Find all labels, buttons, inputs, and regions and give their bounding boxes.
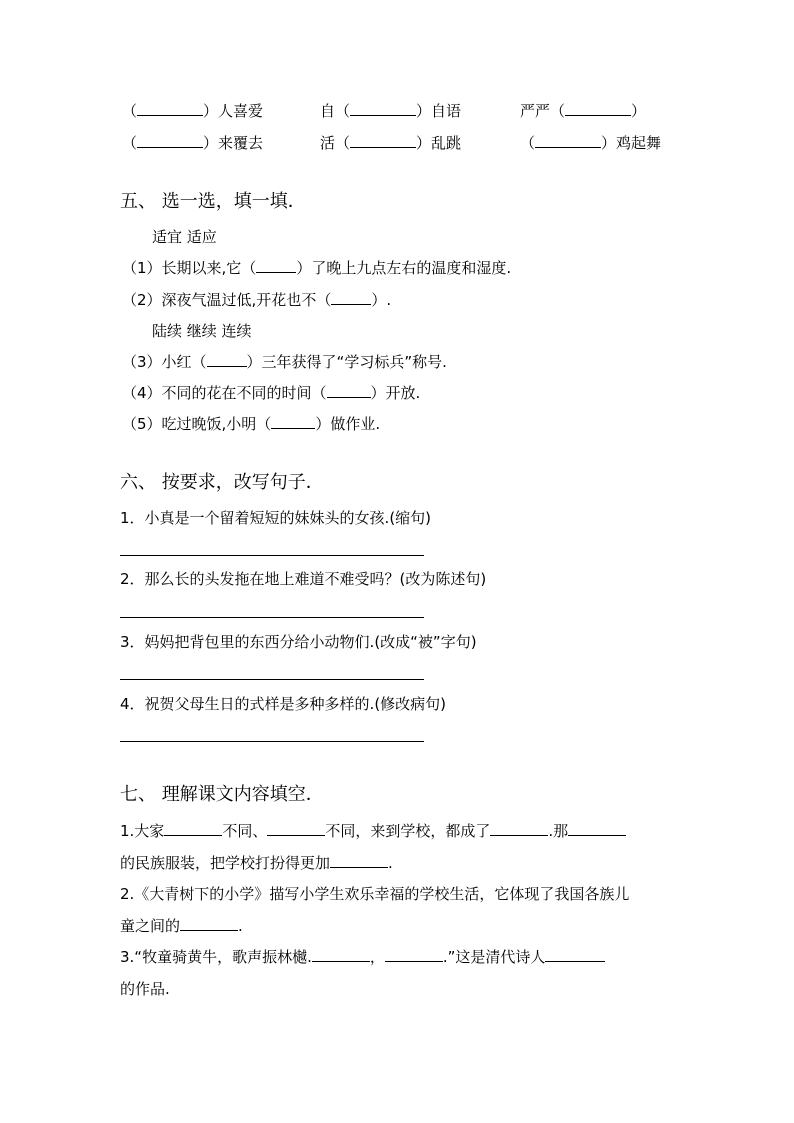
section-7-title: 七、 理解课文内容填空． xyxy=(120,784,324,805)
answer-blank[interactable] xyxy=(568,821,626,836)
question-text: ）三年获得了“学习标兵”称号. xyxy=(246,353,447,371)
question-text: .那 xyxy=(548,822,569,840)
question-text: （2）深夜气温过低,开花也不（ xyxy=(122,291,332,309)
section-5-title: 五、 选一选，填一填． xyxy=(120,191,306,212)
question-7-3-line-2: 的作品. xyxy=(120,980,170,998)
question-text: . xyxy=(388,854,393,872)
question-7-2-line-1: 2.《大青树下的小学》描写小学生欢乐幸福的学校生活，它体现了我国各族儿 xyxy=(120,885,630,903)
question-6-1: 1．小真是一个留着短短的妹妹头的女孩.(缩句) xyxy=(120,509,432,527)
answer-blank[interactable] xyxy=(565,101,631,116)
question-5-5 xyxy=(122,414,380,434)
question-text: （1）长期以来,它（ xyxy=(122,259,257,277)
question-text: .”这是清代诗人 xyxy=(442,948,546,966)
question-text: 1.大家 xyxy=(120,822,165,840)
idiom-blank-4 xyxy=(122,133,263,153)
idiom-blank-1 xyxy=(122,101,263,121)
idiom-suffix: ）来覆去 xyxy=(203,134,264,152)
answer-blank[interactable] xyxy=(164,821,222,836)
question-6-3: 3．妈妈把背包里的东西分给小动物们.(改成“被”字句) xyxy=(120,633,477,651)
idiom-suffix: ）鸡起舞 xyxy=(601,134,662,152)
question-text: 童之间的 xyxy=(120,917,181,935)
question-text: （4）不同的花在不同的时间（ xyxy=(122,384,327,402)
answer-blank[interactable] xyxy=(137,101,203,116)
answer-blank[interactable] xyxy=(535,133,601,148)
question-5-2 xyxy=(122,290,391,310)
idiom-blank-3 xyxy=(520,101,646,121)
idiom-prefix: （ xyxy=(122,134,138,152)
question-6-4: 4．祝贺父母生日的式样是多种多样的.(修改病句) xyxy=(120,695,447,713)
answer-blank[interactable] xyxy=(327,383,371,398)
section-6-title: 六、 按要求，改写句子． xyxy=(120,472,324,493)
answer-blank[interactable] xyxy=(180,916,238,931)
idiom-prefix: 自（ xyxy=(320,102,351,120)
idiom-prefix: 活（ xyxy=(320,134,351,152)
word-choices-2: 陆续 继续 连续 xyxy=(152,322,252,340)
answer-blank[interactable] xyxy=(267,821,325,836)
question-7-3-line-1 xyxy=(120,947,605,967)
answer-blank[interactable] xyxy=(207,352,247,367)
question-5-1 xyxy=(122,258,511,278)
question-text: ）开放. xyxy=(370,384,421,402)
question-text: ）做作业. xyxy=(315,415,381,433)
answer-blank[interactable] xyxy=(256,258,296,273)
question-5-4 xyxy=(122,383,420,403)
answer-line[interactable] xyxy=(120,741,424,742)
question-5-3 xyxy=(122,352,447,372)
answer-blank[interactable] xyxy=(137,133,203,148)
idiom-prefix: （ xyxy=(122,102,138,120)
answer-line[interactable] xyxy=(120,679,424,680)
answer-blank[interactable] xyxy=(312,947,370,962)
word-choices-1: 适宜 适应 xyxy=(152,228,217,246)
answer-blank[interactable] xyxy=(490,821,548,836)
question-7-1-line-2 xyxy=(120,853,393,873)
idiom-suffix: ）乱跳 xyxy=(416,134,462,152)
idiom-prefix: （ xyxy=(520,134,536,152)
idiom-blank-2 xyxy=(320,101,461,121)
answer-blank[interactable] xyxy=(545,947,605,962)
answer-blank[interactable] xyxy=(350,101,416,116)
question-text: 不同，来到学校，都成了 xyxy=(325,822,491,840)
question-text: 的民族服装，把学校打扮得更加 xyxy=(120,854,331,872)
question-7-1-line-1 xyxy=(120,821,626,841)
answer-blank[interactable] xyxy=(385,947,443,962)
question-text: 不同、 xyxy=(222,822,268,840)
question-text: 3.“牧童骑黄牛，歌声振林樾. xyxy=(120,948,312,966)
answer-line[interactable] xyxy=(120,617,424,618)
question-text: ， xyxy=(369,948,385,966)
question-text: （5）吃过晚饭,小明（ xyxy=(122,415,272,433)
answer-blank[interactable] xyxy=(271,414,315,429)
idiom-blank-6 xyxy=(520,133,661,153)
idiom-blank-5 xyxy=(320,133,461,153)
idiom-suffix: ）人喜爱 xyxy=(203,102,264,120)
question-text: （3）小红（ xyxy=(122,353,207,371)
answer-line[interactable] xyxy=(120,555,424,556)
question-6-2: 2．那么长的头发拖在地上难道不难受吗？(改为陈述句) xyxy=(120,570,487,588)
answer-blank[interactable] xyxy=(330,853,388,868)
question-text: . xyxy=(238,917,243,935)
question-text: ）. xyxy=(371,291,392,309)
idiom-suffix: ）自语 xyxy=(416,102,462,120)
answer-blank[interactable] xyxy=(331,290,371,305)
question-7-2-line-2 xyxy=(120,916,243,936)
idiom-suffix: ） xyxy=(631,102,647,120)
answer-blank[interactable] xyxy=(350,133,416,148)
question-text: ）了晚上九点左右的温度和湿度. xyxy=(296,259,512,277)
idiom-prefix: 严严（ xyxy=(520,102,566,120)
